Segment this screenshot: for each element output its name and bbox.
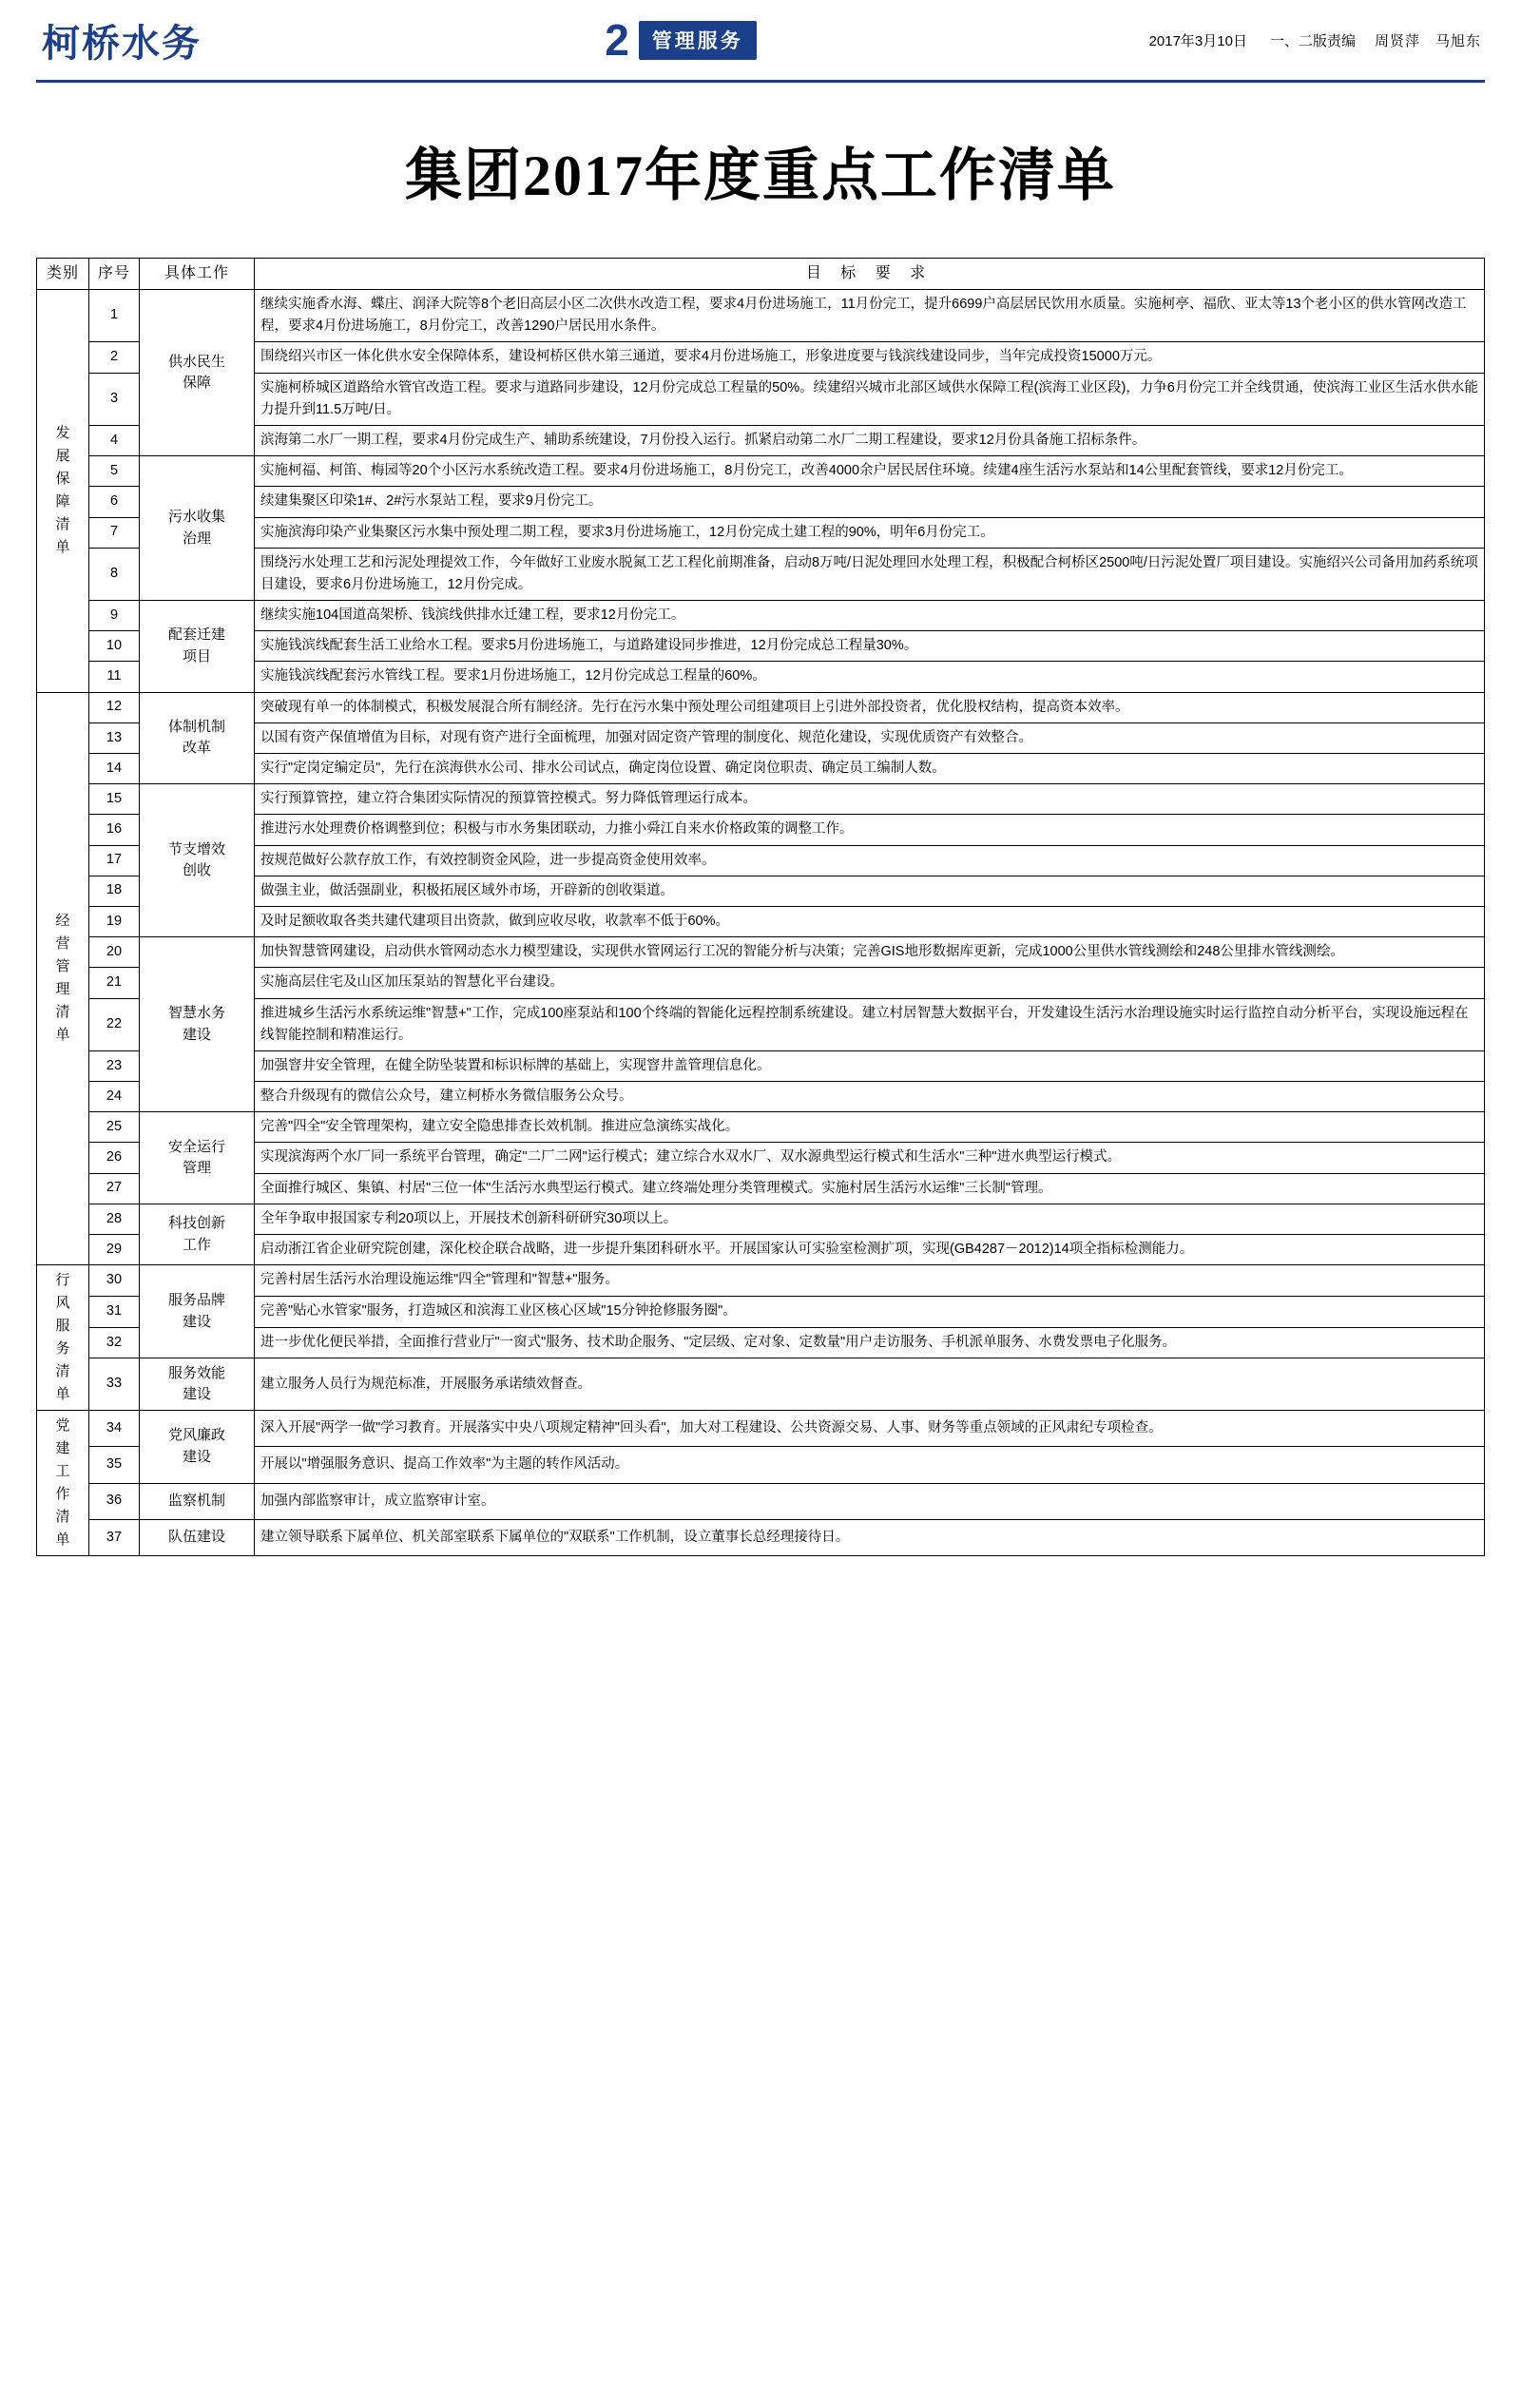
- work-group-line: 建设: [182, 1313, 211, 1330]
- work-group-cell: [140, 1112, 255, 1204]
- row-number: 3: [89, 373, 140, 425]
- goal-cell: 继续实施香水海、蝶庄、润泽大院等8个老旧高层小区二次供水改造工程，要求4月份进场施工，11月份完工，提升6699户高层居民饮用水质量。实施柯亭、福欣、亚太等13个老小区的供水管网改造工程，要求4月份进场施工，8月份完工，改善1290户居民用水条件。: [255, 290, 1485, 342]
- table-row: [37, 754, 1485, 784]
- goal-cell: 完善村居生活污水治理设施运维"四全"管理和"智慧+"服务。: [255, 1265, 1485, 1297]
- table-row: [37, 631, 1485, 662]
- category-char: 单: [55, 539, 70, 556]
- work-group-line: 配套迁建: [167, 626, 225, 644]
- category-char: 障: [55, 493, 70, 510]
- editor-label: 一、二版责编: [1269, 32, 1356, 49]
- goal-cell: 按规范做好公款存放工作，有效控制资金风险，进一步提高资金使用效率。: [255, 845, 1485, 876]
- goal-cell: 实行"定岗定编定员"，先行在滨海供水公司、排水公司试点，确定岗位设置、确定岗位职责、确定员工编制人数。: [255, 754, 1485, 784]
- table-row: [37, 692, 1485, 722]
- category-char: 营: [55, 935, 70, 953]
- header-work: 具体工作: [140, 259, 255, 290]
- category-cell-4: [37, 1411, 89, 1556]
- goal-cell: 深入开展"两学一做"学习教育。开展落实中央八项规定精神"回头看"，加大对工程建设、公共资源交易、人事、财务等重点领域的正风肃纪专项检查。: [255, 1411, 1485, 1447]
- goal-cell: 突破现有单一的体制模式，积极发展混合所有制经济。先行在污水集中预处理公司组建项目上引进外部投资者，优化股权结构，提高资本效率。: [255, 692, 1485, 722]
- table-header-row: [37, 259, 1485, 290]
- goal-cell: 加强内部监察审计，成立监察审计室。: [255, 1483, 1485, 1519]
- table-row: [37, 1050, 1485, 1081]
- goal-cell: 建立领导联系下属单位、机关部室联系下属单位的"双联系"工作机制，设立董事长总经理接待日。: [255, 1519, 1485, 1555]
- work-group-cell: [140, 1519, 255, 1555]
- row-number: 7: [89, 517, 140, 548]
- goal-cell: 实行预算管控，建立符合集团实际情况的预算管控模式。努力降低管理运行成本。: [255, 784, 1485, 815]
- work-group-cell: [140, 1358, 255, 1411]
- row-number: 36: [89, 1483, 140, 1519]
- table-row: [37, 1235, 1485, 1265]
- work-group-cell: [140, 1411, 255, 1484]
- category-cell-3: [37, 1265, 89, 1411]
- table-row: [37, 1082, 1485, 1112]
- table-row: [37, 1143, 1485, 1173]
- table-row: [37, 1519, 1485, 1555]
- masthead-meta: [1034, 30, 1485, 50]
- table-row: [37, 373, 1485, 425]
- table-row: [37, 937, 1485, 968]
- work-group-line: 创收: [182, 862, 211, 879]
- row-number: 10: [89, 631, 140, 662]
- category-char: 工: [55, 1463, 70, 1480]
- table-row: [37, 1483, 1485, 1519]
- table-row: [37, 1265, 1485, 1297]
- row-number: 25: [89, 1112, 140, 1143]
- masthead-center: [327, 15, 1034, 65]
- goal-cell: 实施柯福、柯笛、梅园等20个小区污水系统改造工程。要求4月份进场施工，8月份完工，改善4000余户居民居住环境。续建4座生活污水泵站和14公里配套管线，要求12月份完工。: [255, 456, 1485, 487]
- goal-cell: 及时足额收取各类共建代建项目出资款，做到应收尽收，收款率不低于60%。: [255, 906, 1485, 936]
- table-row: [37, 487, 1485, 517]
- category-char: 单: [55, 1386, 70, 1403]
- table-row: [37, 906, 1485, 936]
- work-group-line: 供水民生: [167, 353, 225, 370]
- table-row: [37, 662, 1485, 692]
- category-char: 作: [55, 1486, 70, 1503]
- goal-cell: 以国有资产保值增值为目标，对现有资产进行全面梳理，加强对固定资产管理的制度化、规范化建设，实现优质资产有效整合。: [255, 722, 1485, 753]
- row-number: 22: [89, 998, 140, 1050]
- table-row: [37, 1296, 1485, 1327]
- work-group-cell: [140, 692, 255, 784]
- work-group-line: 智慧水务: [167, 1005, 225, 1022]
- goal-cell: 实施钱滨线配套生活工业给水工程。要求5月份进场施工，与道路建设同步推进，12月份完成总工程量30%。: [255, 631, 1485, 662]
- row-number: 16: [89, 815, 140, 845]
- table-row: [37, 342, 1485, 373]
- header-category: 类别: [37, 259, 89, 290]
- goal-cell: 进一步优化便民举措，全面推行营业厅"一窗式"服务、技术助企服务、"定层级、定对象、定数量"用户走访服务、手机派单服务、水费发票电子化服务。: [255, 1327, 1485, 1358]
- goal-cell: 完善"四全"安全管理架构，建立安全隐患排查长效机制。推进应急演练实战化。: [255, 1112, 1485, 1143]
- row-number: 6: [89, 487, 140, 517]
- goal-cell: 续建集聚区印染1#、2#污水泵站工程，要求9月份完工。: [255, 487, 1485, 517]
- category-char: 清: [55, 1004, 70, 1021]
- row-number: 35: [89, 1447, 140, 1483]
- row-number: 20: [89, 937, 140, 968]
- table-row: [37, 1173, 1485, 1204]
- table-row: [37, 425, 1485, 455]
- work-group-line: 建设: [182, 1386, 211, 1403]
- row-number: 18: [89, 876, 140, 906]
- work-group-line: 治理: [182, 530, 211, 547]
- work-group-line: 节支增效: [167, 840, 225, 857]
- work-group-cell: [140, 290, 255, 456]
- category-char: 保: [55, 471, 70, 488]
- category-char: 服: [55, 1318, 70, 1335]
- table-row: [37, 548, 1485, 600]
- category-char: 清: [55, 1509, 70, 1526]
- goal-cell: 继续实施104国道高架桥、钱滨线供排水迁建工程，要求12月份完工。: [255, 601, 1485, 631]
- goal-cell: 围绕绍兴市区一体化供水安全保障体系，建设柯桥区供水第三通道，要求4月份进场施工，形象进度要与钱滨线建设同步，当年完成投资15000万元。: [255, 342, 1485, 373]
- work-group-cell: [140, 601, 255, 693]
- page-title: 集团2017年度重点工作清单: [405, 144, 1116, 207]
- table-row: [37, 815, 1485, 845]
- table-row: [37, 1358, 1485, 1411]
- row-number: 27: [89, 1173, 140, 1204]
- editor-names: 周贤萍 马旭东: [1374, 32, 1481, 49]
- row-number: 30: [89, 1265, 140, 1297]
- row-number: 28: [89, 1204, 140, 1234]
- row-number: 4: [89, 425, 140, 455]
- work-group-line: 污水收集: [167, 509, 225, 526]
- row-number: 19: [89, 906, 140, 936]
- work-group-line: 监察机制: [167, 1493, 225, 1510]
- goal-cell: 推进污水处理费价格调整到位；积极与市水务集团联动，力推小舜江自来水价格政策的调整工作。: [255, 815, 1485, 845]
- table-row: [37, 1447, 1485, 1483]
- section-tag: 管理服务: [639, 21, 757, 60]
- work-group-line: 科技创新: [167, 1215, 225, 1231]
- table-row: [37, 1112, 1485, 1143]
- work-group-line: 党风廉政: [167, 1427, 225, 1444]
- goal-cell: 开展以"增强服务意识、提高工作效率"为主题的转作风活动。: [255, 1447, 1485, 1483]
- category-char: 清: [55, 1363, 70, 1380]
- goal-cell: 实施柯桥城区道路给水管官改造工程。要求与道路同步建设，12月份完成总工程量的50%。续建绍兴城市北部区域供水保障工程(滨海工业区段)，力争6月份完工并全线贯通，使滨海工业区生活水供水能力提升到11.5万吨/日。: [255, 373, 1485, 425]
- goal-cell: 实施钱滨线配套污水管线工程。要求1月份进场施工，12月份完成总工程量的60%。: [255, 662, 1485, 692]
- row-number: 1: [89, 290, 140, 342]
- table-row: [37, 456, 1485, 487]
- row-number: 12: [89, 692, 140, 722]
- work-group-line: 工作: [182, 1236, 211, 1253]
- category-char: 党: [55, 1417, 70, 1435]
- goal-cell: 做强主业，做活强副业，积极拓展区域外市场，开辟新的创收渠道。: [255, 876, 1485, 906]
- category-char: 务: [55, 1340, 70, 1358]
- row-number: 15: [89, 784, 140, 815]
- category-cell-1: [37, 290, 89, 693]
- category-char: 理: [55, 981, 70, 998]
- work-group-line: 队伍建设: [167, 1529, 225, 1546]
- work-group-cell: [140, 1265, 255, 1358]
- work-group-cell: [140, 456, 255, 601]
- work-group-line: 项目: [182, 647, 211, 665]
- goal-cell: 全年争取申报国家专利20项以上，开展技术创新科研研究30项以上。: [255, 1204, 1485, 1234]
- publish-date: 2017年3月10日: [1148, 32, 1247, 49]
- goal-cell: 推进城乡生活污水系统运维"智慧+"工作，完成100座泵站和100个终端的智能化远程控制系统建设。建立村居智慧大数据平台，开发建设生活污水治理设施实时运行监控自动分析平台，实现设施远程在线智能控制和精准运行。: [255, 998, 1485, 1050]
- row-number: 14: [89, 754, 140, 784]
- row-number: 13: [89, 722, 140, 753]
- work-group-line: 体制机制: [167, 718, 225, 735]
- goal-cell: 整合升级现有的微信公众号，建立柯桥水务微信服务公众号。: [255, 1082, 1485, 1112]
- publication-logo: 柯桥水务: [42, 21, 202, 65]
- row-number: 2: [89, 342, 140, 373]
- goal-cell: 加快智慧管网建设，启动供水管网动态水力模型建设，实现供水管网运行工况的智能分析与决策；完善GIS地形数据库更新，完成1000公里供水管线测绘和248公里排水管线测绘。: [255, 937, 1485, 968]
- table-row: [37, 1411, 1485, 1447]
- goal-cell: 全面推行城区、集镇、村居"三位一体"生活污水典型运行模式。建立终端处理分类管理模式。实施村居生活污水运维"三长制"管理。: [255, 1173, 1485, 1204]
- row-number: 17: [89, 845, 140, 876]
- row-number: 31: [89, 1296, 140, 1327]
- work-group-cell: [140, 1204, 255, 1264]
- masthead: [36, 0, 1485, 83]
- goal-cell: 完善"贴心水管家"服务，打造城区和滨海工业区核心区域"15分钟抢修服务圈"。: [255, 1296, 1485, 1327]
- work-group-line: 服务品牌: [167, 1292, 225, 1309]
- row-number: 21: [89, 968, 140, 998]
- row-number: 33: [89, 1358, 140, 1411]
- row-number: 23: [89, 1050, 140, 1081]
- work-group-line: 管理: [182, 1160, 211, 1177]
- table-row: [37, 876, 1485, 906]
- category-char: 清: [55, 516, 70, 533]
- row-number: 32: [89, 1327, 140, 1358]
- row-number: 26: [89, 1143, 140, 1173]
- work-group-cell: [140, 1483, 255, 1519]
- category-cell-2: [37, 692, 89, 1265]
- table-row: [37, 517, 1485, 548]
- table-row: [37, 845, 1485, 876]
- header-number: 序号: [89, 259, 140, 290]
- work-group-line: 改革: [182, 740, 211, 757]
- goal-cell: 建立服务人员行为规范标准，开展服务承诺绩效督查。: [255, 1358, 1485, 1411]
- worklist-table: [36, 258, 1485, 1556]
- table-row: [37, 998, 1485, 1050]
- category-char: 管: [55, 958, 70, 975]
- row-number: 34: [89, 1411, 140, 1447]
- work-group-line: 保障: [182, 375, 211, 392]
- category-char: 单: [55, 1531, 70, 1549]
- category-char: 经: [55, 913, 70, 930]
- goal-cell: 实施高层住宅及山区加压泵站的智慧化平台建设。: [255, 968, 1485, 998]
- table-row: [37, 1327, 1485, 1358]
- goal-cell: 围绕污水处理工艺和污泥处理提效工作，今年做好工业废水脱氮工艺工程化前期准备，启动8万吨/日泥处理回水处理工程，积极配合柯桥区2500吨/日污泥处置厂项目建设。实施绍兴公司备用加药系统项目建设，要求6月份进场施工，12月份完成。: [255, 548, 1485, 600]
- row-number: 24: [89, 1082, 140, 1112]
- goal-cell: 实施滨海印染产业集聚区污水集中预处理二期工程，要求3月份进场施工，12月份完成土建工程的90%，明年6月份完工。: [255, 517, 1485, 548]
- table-row: [37, 722, 1485, 753]
- table-row: [37, 290, 1485, 342]
- work-group-line: 服务效能: [167, 1364, 225, 1381]
- work-group-cell: [140, 784, 255, 937]
- page-number: 2: [605, 15, 629, 65]
- table-row: [37, 784, 1485, 815]
- category-char: 单: [55, 1027, 70, 1044]
- goal-cell: 滨海第二水厂一期工程，要求4月份完成生产、辅助系统建设，7月份投入运行。抓紧启动第二水厂二期工程建设，要求12月份具备施工招标条件。: [255, 425, 1485, 455]
- category-char: 风: [55, 1295, 70, 1312]
- goal-cell: 启动浙江省企业研究院创建，深化校企联合战略，进一步提升集团科研水平。开展国家认可实验室检测扩项，实现(GB4287－2012)14项全指标检测能力。: [255, 1235, 1485, 1265]
- table-row: [37, 1204, 1485, 1234]
- row-number: 8: [89, 548, 140, 600]
- category-char: 发: [55, 425, 70, 442]
- category-char: 展: [55, 448, 70, 465]
- work-group-cell: [140, 937, 255, 1112]
- table-row: [37, 968, 1485, 998]
- header-goal: 目 标 要 求: [255, 259, 1485, 290]
- row-number: 5: [89, 456, 140, 487]
- work-group-line: 安全运行: [167, 1138, 225, 1155]
- row-number: 9: [89, 601, 140, 631]
- goal-cell: 实现滨海两个水厂同一系统平台管理，确定"二厂二网"运行模式；建立综合水双水厂、双水源典型运行模式和生活水"三种"进水典型运行模式。: [255, 1143, 1485, 1173]
- table-row: [37, 601, 1485, 631]
- row-number: 37: [89, 1519, 140, 1555]
- work-group-line: 建设: [182, 1026, 211, 1043]
- row-number: 11: [89, 662, 140, 692]
- goal-cell: 加强窨井安全管理，在健全防坠装置和标识标牌的基础上，实现窨井盖管理信息化。: [255, 1050, 1485, 1081]
- category-char: 行: [55, 1272, 70, 1289]
- row-number: 29: [89, 1235, 140, 1265]
- work-group-line: 建设: [182, 1448, 211, 1465]
- category-char: 建: [55, 1440, 70, 1457]
